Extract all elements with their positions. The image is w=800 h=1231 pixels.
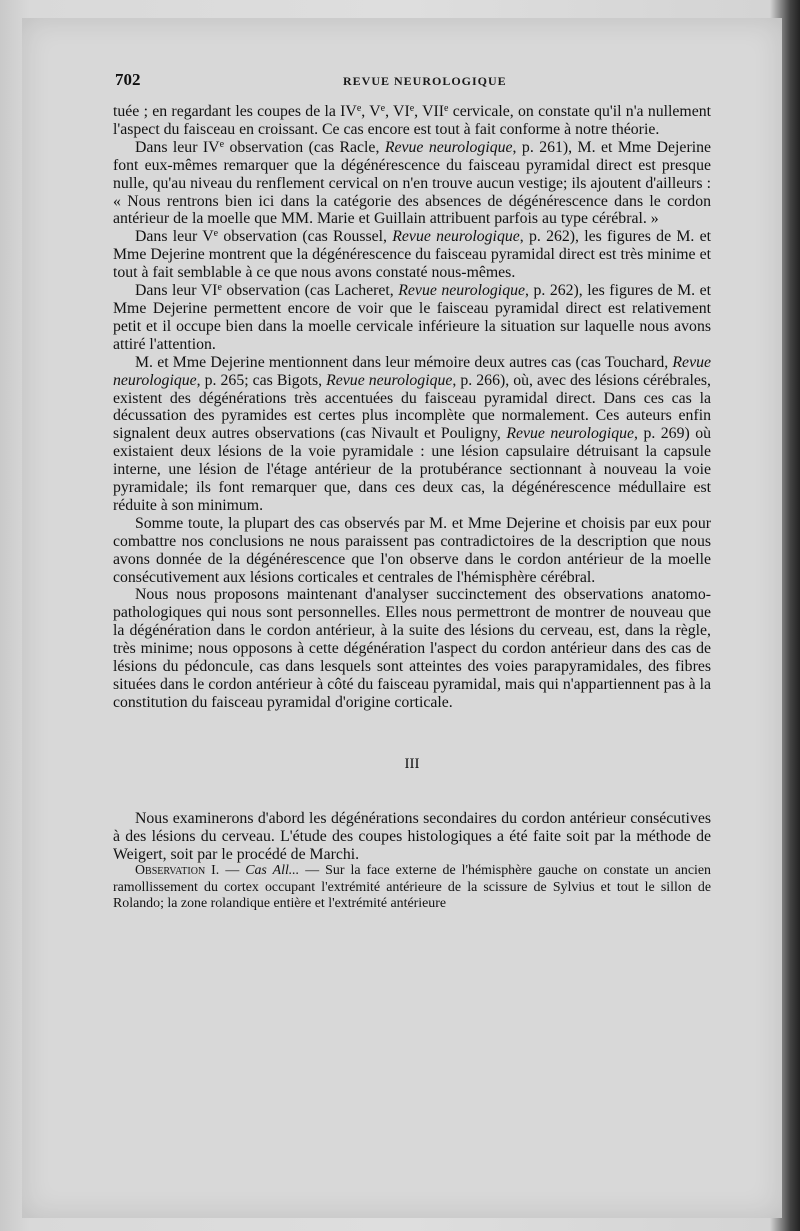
text-segment: Nous examinerons d'abord les dégénérations secondaires du cordon antérieur consécutives à des lésions du cerveau. L'étude des coupes histologiques a été faite soit par la méthode de Weigert, soit par le procédé de Marchi.	[113, 809, 711, 863]
text-segment: Dans leur IV	[135, 138, 220, 156]
citation-italic: Revue neurologique	[398, 282, 526, 300]
paragraph-p4	[113, 282, 711, 354]
citation-italic: Revue neurologique	[392, 228, 520, 246]
text-segment: Somme toute, la plupart des cas observés par M. et Mme Dejerine et choisis par eux pour combattre nos conclusions ne nous paraissent pas contradictoires de la description que nous avons donnée de la dégénérescence que l'on observe dans le cordon antérieur de la moelle consécutivement aux lésions corticales et centrales de l'hémisphère cérébral.	[113, 514, 711, 586]
text-segment: Dans leur V	[135, 228, 214, 246]
paragraph-p7	[113, 586, 711, 711]
ordinal-superscript: e	[356, 103, 362, 114]
ordinal-superscript: e	[213, 228, 219, 240]
text-segment: observation (cas Lacheret,	[221, 282, 399, 300]
observation-case-name: Cas All...	[245, 863, 300, 879]
ordinal-superscript: e	[217, 282, 222, 294]
ordinal-superscript: e	[219, 138, 225, 150]
paragraph-p6	[113, 515, 711, 587]
ordinal-superscript: e	[380, 103, 386, 114]
citation-italic: Revue neurologique	[113, 353, 711, 389]
text-segment: M. et Mme Dejerine mentionnent dans leur mémoire deux autres cas (cas Touchard,	[135, 353, 673, 371]
main-paragraphs	[113, 103, 711, 712]
section-numeral: III	[404, 755, 420, 772]
text-segment: , VII	[414, 103, 445, 120]
text-segment: Dans leur VI	[135, 282, 218, 300]
text-segment: , VI	[385, 103, 410, 120]
text-segment: , p. 266), où, avec des lésions cérébrales, existent des dégénérations très accentuées du faisceau pyramidal direct. Dans ces cas la décussation des pyramides est certes plus incomplète que normalement. Ces auteurs enfin signalent deux autres observations (cas Nivault et Pouligny,	[113, 371, 711, 443]
journal-title: REVUE NEUROLOGIQUE	[343, 74, 507, 88]
paragraph-p2	[113, 139, 711, 229]
citation-italic: Revue neurologique	[384, 138, 513, 156]
citation-italic: Revue neurologique	[506, 425, 635, 443]
text-segment: tuée ; en regardant les coupes de la IV	[113, 103, 357, 120]
ordinal-superscript: e	[409, 103, 415, 114]
text-segment: observation (cas Roussel,	[218, 228, 393, 246]
paragraph-p5	[113, 354, 711, 515]
text-segment: , V	[361, 103, 381, 120]
text-segment: , p. 269) où existaient deux lésions de la voie pyramidale : une lésion capsulaire détruisant la capsule interne, une lésion de l'étage antérieur de la protubérance sectionnant à nouveau la voie pyramidale; ils font remarquer que, dans ces deux cas, la dégénérescence médullaire est réduite à son minimum.	[113, 425, 712, 514]
observation-text: — Sur la face externe de l'hémisphère gauche on constate un ancien ramollissement du cortex occupant l'extrémité antérieure de la scissure de Sylvius et tout le sillon de Rolando; la zone rolandique entière et l'extrémité antérieure	[113, 863, 711, 911]
paragraph-p8	[113, 810, 711, 864]
text-segment: , p. 262), les figures de M. et Mme Dejerine permettent encore de voir que le faisceau pyramidal direct est relativement petit et il occupe bien dans la moelle cervicale inférieure la situation sur laquelle nous avons attiré l'attention.	[113, 282, 712, 353]
citation-italic: Revue neurologique	[326, 371, 453, 389]
observation-paragraph	[113, 863, 711, 912]
ordinal-superscript: e	[444, 103, 449, 114]
running-head	[115, 70, 715, 90]
text-segment: , p. 262), les figures de M. et Mme Dejerine montrent que la dégénérescence du faisceau pyramidal direct est très minime et tout à fait semblable à ce que nous avons constaté nous-mêmes.	[113, 228, 711, 282]
page-number: 702	[115, 70, 141, 89]
observation-label: Observation I.	[135, 863, 220, 879]
text-segment: cervicale, on constate qu'il n'a nullement l'aspect du faisceau en croissant. Ce cas encore est tout à fait conforme à notre théorie.	[113, 103, 711, 138]
section-paragraphs	[113, 810, 711, 864]
paragraph-p1	[113, 103, 711, 139]
paragraph-p3	[113, 228, 711, 282]
text-segment: Nous nous proposons maintenant d'analyser succinctement des observations anatomo-pathologiques qui nous sont personnelles. Elles nous permettront de montrer de nouveau que la dégénération dans le cordon antérieur, à la suite des lésions du cerveau, est, dans la règle, très minime; nous opposons à cette dégénération l'aspect du cordon antérieur dans des cas de lésions du pédoncule, cas dans lesquels sont atteintes des voies parapyramidales, des fibres situées dans le cordon antérieur à côté du faisceau pyramidal, mais qui n'appartiennent pas à la constitution du faisceau pyramidal d'origine corticale.	[113, 586, 711, 711]
body-text	[113, 103, 711, 912]
text-segment: observation (cas Racle,	[224, 138, 385, 156]
text-segment: , p. 261), M. et Mme Dejerine font eux-mêmes remarquer que la dégénérescence du faisceau pyramidal direct est presque nulle, qu'au niveau du renflement cervical on n'en trouve aucun vestige; ils ajoutent d'ailleurs : « Nous rentrons bien ici dans la catégorie des absences de dégénérescence dans le cordon antérieur de la moelle que MM. Marie et Guillain attribuent parfois au type cérébral. »	[113, 138, 711, 228]
text-segment: , p. 265; cas Bigots,	[196, 371, 327, 389]
observation-dash: —	[219, 863, 246, 879]
